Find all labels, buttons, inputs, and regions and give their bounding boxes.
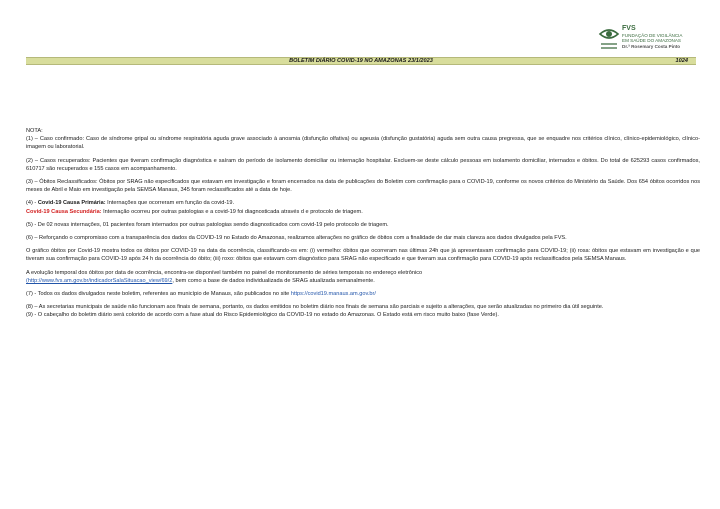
secondary-cause-label: Covid-19 Causa Secundária: (26, 208, 102, 215)
note-4 (26, 199, 700, 207)
note-2: (2) – Casos recuperados: Pacientes que tiveram confirmação diagnóstica e saíram do período de isolamento domiciliar ou internação hospitalar. Excluem-se deste cálculo pessoas em isolamento domiciliar, internados e óbitos. Do total de 625293 casos confirmados, 610717 são recuperados e 155 casos em acompanhamento. (26, 157, 700, 172)
note-7 (26, 290, 700, 298)
bulletin-number: 1024 (675, 58, 688, 64)
logo-line-2: EM SAÚDE DO AMAZONAS (622, 38, 681, 43)
note-6b: O gráfico óbitos por Covid-19 mostra todos os óbitos por COVID-19 na data da ocorrência, classificando-os em: (i) vermelho: óbitos que ocorreram nas últimas 24h que já apresentavam confirmação para COVID-19; (ii) rosa: óbitos que estavam em investigação e que tiveram sua confirmação para COVID-19 após 24 h da ocorrência do óbito; (iii) roxo: óbitos que estavam com diagnóstico para SRAG não especificado e que tiveram sua confirmação para COVID-19 após reclassificados pela SEMSA Manaus. (26, 248, 700, 263)
note-4-prefix: (4) - (26, 200, 38, 207)
note-6c: A evolução temporal dos óbitos por data de ocorrência, encontra-se disponível também no painel de monitoramento de séries temporais no endereço eletrônico (26, 269, 423, 276)
fvs-panel-link[interactable]: (http://www.fvs.am.gov.br/indicadorSalaSituacao_view/69/2 (26, 277, 173, 284)
note-6-link-line (26, 277, 700, 285)
note-8: (8) – As secretarias municipais de saúde não funcionam aos finais de semana, portanto, os dados emitidos no boletim diário nos finais de semana são parciais e sujeito a alterações, que serão atualizadas no primeiro dia útil seguinte. (26, 304, 604, 311)
logo-line-1: FUNDAÇÃO DE VIGILÂNCIA (622, 33, 683, 38)
primary-cause-label: Covid-19 Causa Primária: (37, 200, 106, 207)
fvs-eye-icon (598, 24, 620, 52)
note-6-tail: , bem como a base de dados individualizada de SRAG atualizada semanalmente. (172, 277, 375, 284)
note-4-secondary (26, 208, 700, 216)
notes-section (26, 127, 700, 320)
note-6a: (6) – Reforçando o compromisso com a transparência dos dados da COVID-19 no Estado do Amazonas, realizamos alterações no gráfico de óbitos com a finalidade de dar mais clareza aos dados divulgados pela FVS. (26, 235, 567, 242)
note-5: (5) - De 02 novas internações, 01 pacientes foram internados por outras patologias sendo diagnosticados com covid-19 pelo protocolo de triagem. (26, 221, 389, 228)
bulletin-title: BOLETIM DIÁRIO COVID-19 NO AMAZONAS 23/1/2023 (289, 58, 433, 64)
note-1: (1) – Caso confirmado: Caso de síndrome gripal ou síndrome respiratória aguda grave associado à anosmia (disfunção olfativa) ou ageusia (disfunção gustatória) aguda sem outra causa pregressa, que se enquadre nos critérios clínico, clínico-epidemiológico, clínico-imagem ou laboratorial. (26, 136, 700, 151)
manaus-covid-link[interactable]: https://covid19.manaus.am.gov.br/ (290, 291, 376, 298)
fvs-logo (598, 24, 698, 54)
note-3: (3) – Óbitos Reclassificados: Óbitos por SRAG não especificados que estavam em investigação e foram encerrados na data de publicações do Boletim com confirmação para o COVID-19, conforme os novos critérios do Ministério da Saúde. Dos 654 óbitos ocorridos nos meses de Abril e Maio em investigação pela SEMSA Manaus, 345 foram reclassificados até a data de hoje. (26, 179, 700, 194)
note-9: (9) - O cabeçalho do boletim diário será colorido de acordo com a fase atual do Risco Epidemiológico da COVID-19 no estado do Amazonas. O Estado está em risco muito baixo (fase Verde). (26, 312, 499, 319)
logo-line-3: Dr.ª Rosemary Costa Pinto (622, 44, 681, 49)
secondary-cause-text: Internação ocorreu por outras patologias e a covid-19 foi diagnosticada através d e protocolo de triagem. (101, 208, 363, 215)
notes-heading: NOTA: (26, 128, 43, 134)
note-7-text: (7) - Todos os dados divulgados neste boletim, referentes ao município de Manaus, são publicados no site (26, 291, 291, 298)
title-banner (26, 57, 696, 65)
primary-cause-text: Internações que ocorreram em função da covid-19. (105, 200, 235, 207)
logo-name: FVS (622, 25, 636, 32)
